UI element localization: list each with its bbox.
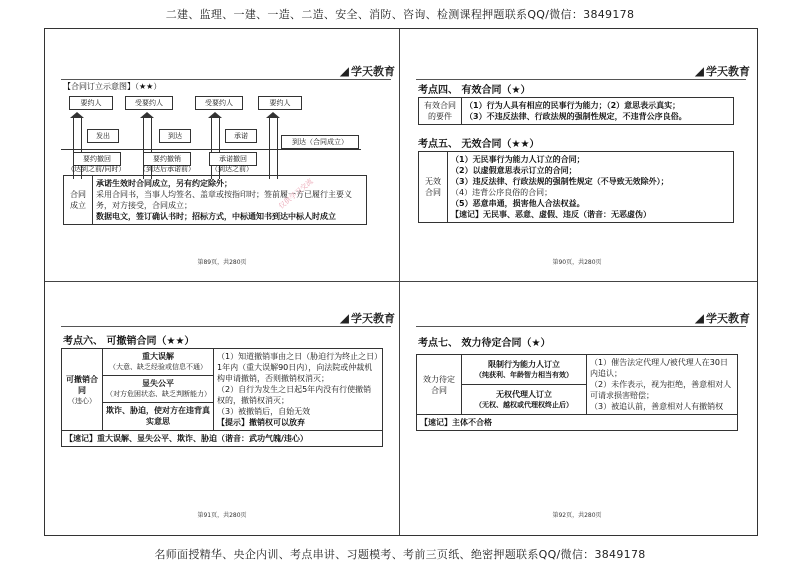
rule-1: （1）知道撤销事由之日（胁迫行为终止之日）1年内（重大误解90日内），向法院或仲裁机构申请撤销，否则撤销权消灭； <box>217 352 379 383</box>
diagram-revoke-offer: 要约撤销 <box>143 152 191 166</box>
banner-top: 二建、监理、一建、一造、二造、安全、消防、咨询、检测课程押题联系QQ/微信：3849178 <box>165 8 635 21</box>
contract-formation-table <box>63 175 367 225</box>
header-rule <box>61 79 391 80</box>
formation-line-1: 承诺生效时合同成立，另有约定除外； <box>96 179 232 188</box>
diagram-offeree-top-2: 受要约人 <box>195 96 243 110</box>
cell-unfair: 显失公平 （对方危困状态、缺乏判断能力） <box>103 375 214 402</box>
heading-point-4: 考点四、 有效合同（★） <box>418 85 531 96</box>
valid-label: 有效合同的要件 <box>419 98 462 125</box>
void-item-1: （1）无民事行为能力人订立的合同； <box>451 155 585 164</box>
diagram-send: 发出 <box>87 129 119 143</box>
brand-logo: ◢ 学天教育 <box>694 64 750 78</box>
heading-point-6: 考点六、 可撤销合同（★★） <box>63 336 195 347</box>
void-item-5: （5）恶意串通，损害他人合法权益。 <box>451 199 585 208</box>
revocable-contract-table <box>61 348 383 447</box>
banner-bottom: 名师面授精华、央企内训、考点串讲、习题模考、考前三页纸、绝密押题联系QQ/微信：3849178 <box>154 548 646 561</box>
page-number: 第89页，共280页 <box>197 259 247 266</box>
valid-line-2: （3）不违反法律、行政法规的强制性规定，不违背公序良俗。 <box>465 112 687 121</box>
void-label: 无效合同 <box>419 152 448 223</box>
diagram-withdraw-accept: 承诺撤回 <box>209 152 257 166</box>
pending-rule-2: （2）未作表示，视为拒绝，善意相对人可请求损害赔偿； <box>590 380 732 400</box>
cell-limited-capacity: 限制行为能力人订立 （纯获利、年龄智力相当有效） <box>462 355 587 385</box>
withdraw-accept-note: （到达之前） <box>211 165 253 173</box>
void-content <box>448 152 734 223</box>
arrow-up-icon <box>269 117 278 179</box>
diagram-offeree-top: 受要约人 <box>125 96 173 110</box>
valid-content <box>462 98 734 125</box>
diagram-offeror-top-2: 要约人 <box>258 96 302 110</box>
brand-logo: ◢ 学天教育 <box>339 311 395 325</box>
heading-point-7: 考点七、 效力待定合同（★） <box>418 338 551 349</box>
diagram-promise: 承诺 <box>225 129 257 143</box>
slide-89 <box>45 29 399 281</box>
void-item-3: （3）违反法律、行政法规的强制性规定（不导致无效除外）； <box>451 177 669 186</box>
pending-memo: 【速记】主体不合格 <box>417 415 738 431</box>
pending-label: 效力待定合同 <box>417 355 462 415</box>
valid-contract-table <box>418 97 734 125</box>
void-item-4: （4）违背公序良俗的合同； <box>451 188 553 197</box>
void-memo: 【速记】无民事、恶意、虚假、违反（谐音：无恶虚伪） <box>451 210 651 219</box>
slides-grid <box>44 28 758 536</box>
void-item-2: （2）以虚假意思表示订立的合同； <box>451 166 577 175</box>
revocable-memo: 【速记】重大误解、显失公平、欺诈、胁迫（谐音：武功气魄/违心） <box>62 431 383 447</box>
rule-tip: 【提示】撤销权可以放弃 <box>217 418 305 427</box>
heading-point-5: 考点五、 无效合同（★★） <box>418 139 540 150</box>
watermark: 仅供学习交流 <box>277 177 315 211</box>
rule-3: （3）被撤销后，自始无效 <box>217 407 311 416</box>
diagram-offeror-top: 要约人 <box>69 96 113 110</box>
slide-90 <box>400 29 754 281</box>
diagram-withdraw-offer: 要约撤回 <box>73 152 121 166</box>
revoke-offer-note: （到达后承诺前） <box>139 165 195 173</box>
formation-line-3: 数据电文，签订确认书时；招标方式，中标通知书到达中标人时成立 <box>96 212 336 221</box>
header-rule <box>61 326 391 327</box>
void-contract-table <box>418 151 734 223</box>
row-content <box>93 176 367 225</box>
header-rule <box>416 326 746 327</box>
revocation-rules <box>214 349 383 431</box>
diagram-arrive: 到达 <box>159 129 191 143</box>
rule-2: （2）自行为发生之日起5年内没有行使撤销权的，撤销权消灭； <box>217 385 372 405</box>
page-number: 第92页，共280页 <box>552 512 602 519</box>
pending-rules <box>587 355 738 415</box>
cell-fraud-duress: 欺诈、胁迫，使对方在违背真实意思 <box>103 402 214 430</box>
logo-mark-icon: ◢ <box>694 311 704 325</box>
cell-unauthorized-agent: 无权代理人订立 （无权、越权或代理权终止后） <box>462 385 587 415</box>
page-number: 第91页，共280页 <box>197 512 247 519</box>
row-label: 合同成立 <box>64 176 93 225</box>
timeline-line <box>61 149 361 150</box>
pending-rule-3: （3）被追认前，善意相对人有撤销权 <box>590 402 724 411</box>
logo-mark-icon: ◢ <box>339 64 349 78</box>
cell-major-misunderstanding: 重大误解 （大意、缺乏经验或信息不通） <box>103 349 214 376</box>
logo-mark-icon: ◢ <box>694 64 704 78</box>
slide-92 <box>400 282 754 534</box>
pending-contract-table <box>416 354 738 431</box>
diagram-title: 【合同订立示意图】（★★） <box>63 82 162 91</box>
logo-mark-icon: ◢ <box>339 311 349 325</box>
brand-logo: ◢ 学天教育 <box>339 64 395 78</box>
revocable-label: 可撤销合同 （违心） <box>62 349 103 431</box>
slide-91 <box>45 282 399 534</box>
withdraw-offer-note: （达到之前/同时） <box>67 165 126 173</box>
brand-logo: ◢ 学天教育 <box>694 311 750 325</box>
formation-line-2: 采用合同书，当事人均签名、盖章或按指印时；签前履一方已履行主要义务，对方接受，合同成立； <box>96 190 352 210</box>
header-rule <box>416 79 746 80</box>
valid-line-1: （1）行为人具有相应的民事行为能力；（2）意思表示真实； <box>465 101 681 110</box>
diagram-arrive-contract: 到达（合同成立） <box>281 135 359 149</box>
pending-rule-1: （1）催告法定代理人/被代理人在30日内追认； <box>590 358 728 378</box>
page-number: 第90页，共280页 <box>552 259 602 266</box>
